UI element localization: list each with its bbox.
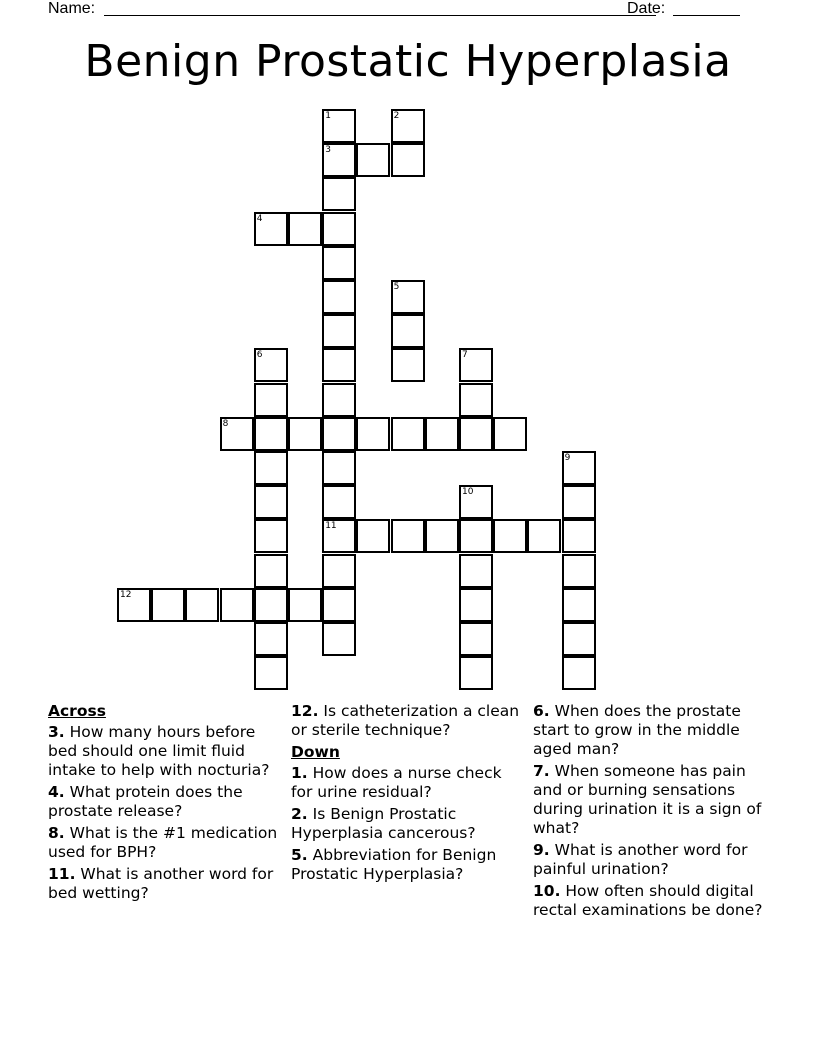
cell-number: 1 (325, 111, 331, 121)
grid-cell[interactable] (391, 314, 425, 348)
clue-down-6: 6. When does the prostate start to grow in the middle aged man? (533, 702, 741, 758)
page-title: Benign Prostatic Hyperplasia (84, 36, 732, 87)
grid-cell[interactable] (254, 383, 288, 417)
grid-cell[interactable] (562, 622, 596, 656)
grid-cell[interactable] (562, 588, 596, 622)
cell-number: 9 (564, 453, 571, 463)
grid-cell[interactable] (322, 143, 356, 177)
clue-across-4: 4. What protein does the prostate release? (48, 783, 243, 820)
grid-cell[interactable] (254, 588, 288, 622)
cell-number: 11 (325, 521, 337, 532)
grid-cell[interactable] (322, 212, 356, 246)
grid-cell[interactable] (322, 622, 356, 656)
cell-number: 5 (393, 282, 400, 292)
grid-cell[interactable] (562, 519, 596, 553)
grid-cell[interactable] (322, 554, 356, 588)
clue-down-7: 7. When someone has pain and or burning sensations during urination it is a sign of what? (533, 762, 762, 837)
cell-number: 2 (393, 111, 400, 121)
grid-cell[interactable] (151, 588, 185, 622)
grid-cell[interactable] (254, 451, 288, 485)
cell-number: 10 (462, 487, 474, 498)
clues-column-2 (291, 702, 527, 887)
grid-cell[interactable] (288, 212, 322, 246)
across-heading: Across (48, 702, 106, 720)
clue-down-2: 2. Is Benign Prostatic Hyperplasia cancerous? (291, 805, 476, 842)
grid-cell[interactable] (391, 109, 425, 143)
grid-cell[interactable] (459, 348, 493, 382)
grid-cell[interactable] (562, 554, 596, 588)
down-heading: Down (291, 743, 340, 761)
grid-cell[interactable] (322, 588, 356, 622)
grid-cell[interactable] (254, 485, 288, 519)
grid-cell[interactable] (254, 656, 288, 690)
grid-cell[interactable] (459, 588, 493, 622)
grid-cell[interactable] (459, 383, 493, 417)
grid-cell[interactable] (459, 485, 493, 519)
clue-down-1: 1. How does a nurse check for urine residual? (291, 764, 502, 801)
grid-cell[interactable] (391, 417, 425, 451)
cell-number: 6 (256, 350, 263, 361)
grid-cell[interactable] (356, 143, 390, 177)
clues-column-1 (48, 702, 280, 906)
grid-cell[interactable] (493, 519, 527, 553)
grid-cell[interactable] (459, 417, 493, 451)
name-blank-line (104, 15, 656, 16)
grid-cell[interactable] (322, 519, 356, 553)
cell-number: 8 (222, 418, 229, 429)
grid-cell[interactable] (322, 383, 356, 417)
grid-cell[interactable] (220, 588, 254, 622)
grid-cell[interactable] (322, 485, 356, 519)
grid-cell[interactable] (254, 554, 288, 588)
cell-number: 12 (120, 589, 132, 600)
grid-cell[interactable] (254, 622, 288, 656)
grid-cell[interactable] (288, 588, 322, 622)
name-label: Name: (48, 0, 96, 17)
grid-cell[interactable] (356, 417, 390, 451)
cell-number: 3 (325, 145, 331, 156)
header-line (48, 0, 748, 22)
clue-down-9: 9. What is another word for painful urination? (533, 841, 748, 878)
grid-cell[interactable] (322, 246, 356, 280)
grid-cell[interactable] (391, 143, 425, 177)
grid-cell[interactable] (185, 588, 219, 622)
clues-column-3 (533, 702, 773, 923)
grid-cell[interactable] (322, 109, 356, 143)
grid-cell[interactable] (425, 417, 459, 451)
clue-across-12: 12. Is catheterization a clean or sterile technique? (291, 702, 520, 739)
grid-cell[interactable] (288, 417, 322, 451)
grid-cell[interactable] (322, 348, 356, 382)
grid-cell[interactable] (117, 588, 151, 622)
grid-cell[interactable] (459, 622, 493, 656)
date-blank-line (673, 15, 740, 16)
grid-cell[interactable] (562, 656, 596, 690)
clue-down-10: 10. How often should digital rectal examinations be done? (533, 882, 763, 919)
clue-down-5: 5. Abbreviation for Benign Prostatic Hyperplasia? (291, 846, 497, 883)
grid-cell[interactable] (356, 519, 390, 553)
grid-cell[interactable] (322, 314, 356, 348)
grid-cell[interactable] (459, 656, 493, 690)
grid-cell[interactable] (391, 280, 425, 314)
grid-cell[interactable] (322, 280, 356, 314)
grid-cell[interactable] (391, 348, 425, 382)
grid-cell[interactable] (527, 519, 561, 553)
grid-cell[interactable] (322, 417, 356, 451)
grid-cell[interactable] (254, 417, 288, 451)
grid-cell[interactable] (562, 485, 596, 519)
cell-number: 4 (256, 213, 263, 224)
clue-across-8: 8. What is the #1 medication used for BPH? (48, 824, 278, 861)
date-label: Date: (627, 0, 666, 17)
grid-cell[interactable] (459, 519, 493, 553)
grid-cell[interactable] (322, 451, 356, 485)
grid-cell[interactable] (459, 554, 493, 588)
grid-cell[interactable] (322, 177, 356, 211)
grid-cell[interactable] (391, 519, 425, 553)
clue-across-11: 11. What is another word for bed wetting? (48, 865, 274, 902)
grid-cell[interactable] (493, 417, 527, 451)
grid-cell[interactable] (254, 519, 288, 553)
grid-cell[interactable] (254, 348, 288, 382)
cell-number: 7 (462, 350, 468, 361)
grid-cell[interactable] (220, 417, 254, 451)
clue-across-3: 3. How many hours before bed should one limit fluid intake to help with nocturia? (48, 723, 270, 779)
grid-cell[interactable] (254, 212, 288, 246)
grid-cell[interactable] (562, 451, 596, 485)
grid-cell[interactable] (425, 519, 459, 553)
